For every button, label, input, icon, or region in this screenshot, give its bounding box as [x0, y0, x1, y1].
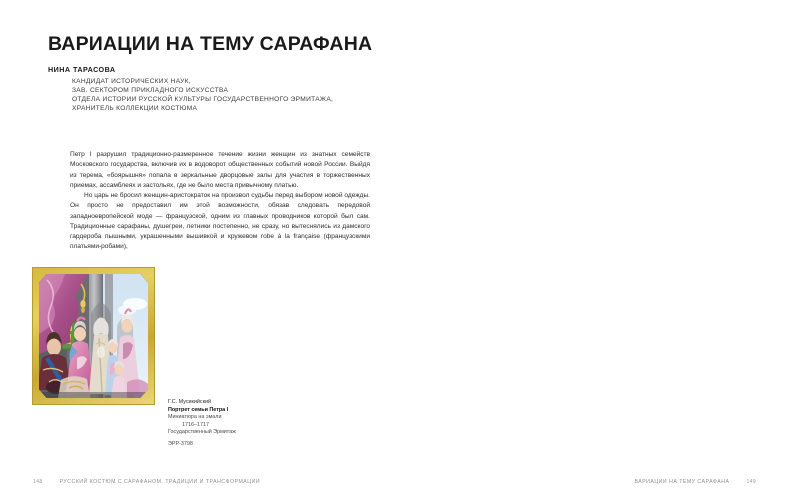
footer-left	[33, 479, 260, 485]
caption-artist: Г.С. Мусикийский	[168, 399, 211, 405]
author-name: НИНА ТАРАСОВА	[48, 64, 116, 74]
figure-caption	[168, 399, 288, 449]
author-role-line-4: ХРАНИТЕЛЬ КОЛЛЕКЦИИ КОСТЮМА	[72, 105, 198, 113]
page-title: ВАРИАЦИИ НА ТЕМУ САРАФАНА	[48, 33, 373, 55]
author-role	[72, 77, 378, 114]
caption-museum: Государственный Эрмитаж	[168, 429, 236, 436]
caption-work-title: Портрет семьи Петра I	[168, 406, 229, 413]
author-role-line-2: ЗАВ. СЕКТОРОМ ПРИКЛАДНОГО ИСКУССТВА	[72, 86, 229, 94]
artwork-image	[39, 274, 148, 398]
caption-inventory-number: ЭРР-3798	[168, 440, 193, 447]
page-left	[0, 0, 394, 500]
footer-right	[634, 479, 756, 485]
title-block	[48, 34, 378, 114]
author-role-line-1: КАНДИДАТ ИСТОРИЧЕСКИХ НАУК,	[72, 77, 191, 85]
left-body-text	[70, 150, 370, 253]
page-right	[394, 0, 789, 500]
author-role-line-3: ОТДЕЛА ИСТОРИИ РУССКОЙ КУЛЬТУРЫ ГОСУДАРСТВЕННОГО ЭРМИТАЖА,	[72, 96, 334, 104]
paragraph: Петр I разрушил традиционно-размеренное течение жизни женщин из знатных семейств Московского государства, включив их в водоворот общественных событий новой России. Выйдя из терема, «боярышня» попала в зеркальные дворцовые залы для участия в торжественных приемах, ассамблеях и застольях, где не было места привычному платью.	[70, 151, 370, 189]
running-head-left: РУССКИЙ КОСТЮМ С САРАФАНОМ. ТРАДИЦИИ И ТРАНСФОРМАЦИИ	[59, 479, 261, 485]
caption-technique: Миниатюра на эмали	[168, 414, 222, 421]
page-number-right: 149	[746, 479, 756, 485]
artwork-frame	[33, 268, 154, 404]
paragraph: Но царь не бросил женщин-аристократок на произвол судьбы перед выбором новой одежды. Он просто не предоставил им этой возможности, обязав следовать передовой западноевропейской моде — французской, одним из главных проводников которой был сам. Традиционные сарафаны, душегреи, летники постепенно, не сразу, но вытеснялись из дамского гардероба пышными, украшенными вышивкой и кружевом robe à la française (французскими платьями-робами),	[70, 192, 370, 251]
caption-date: 1716–1717	[182, 421, 209, 428]
page-number-left: 148	[33, 479, 43, 485]
enamel-miniature-illustration	[39, 274, 148, 398]
running-head-right: ВАРИАЦИИ НА ТЕМУ САРАФАНА	[634, 479, 730, 485]
figure-portrait-of-peter-i-family	[33, 268, 154, 404]
